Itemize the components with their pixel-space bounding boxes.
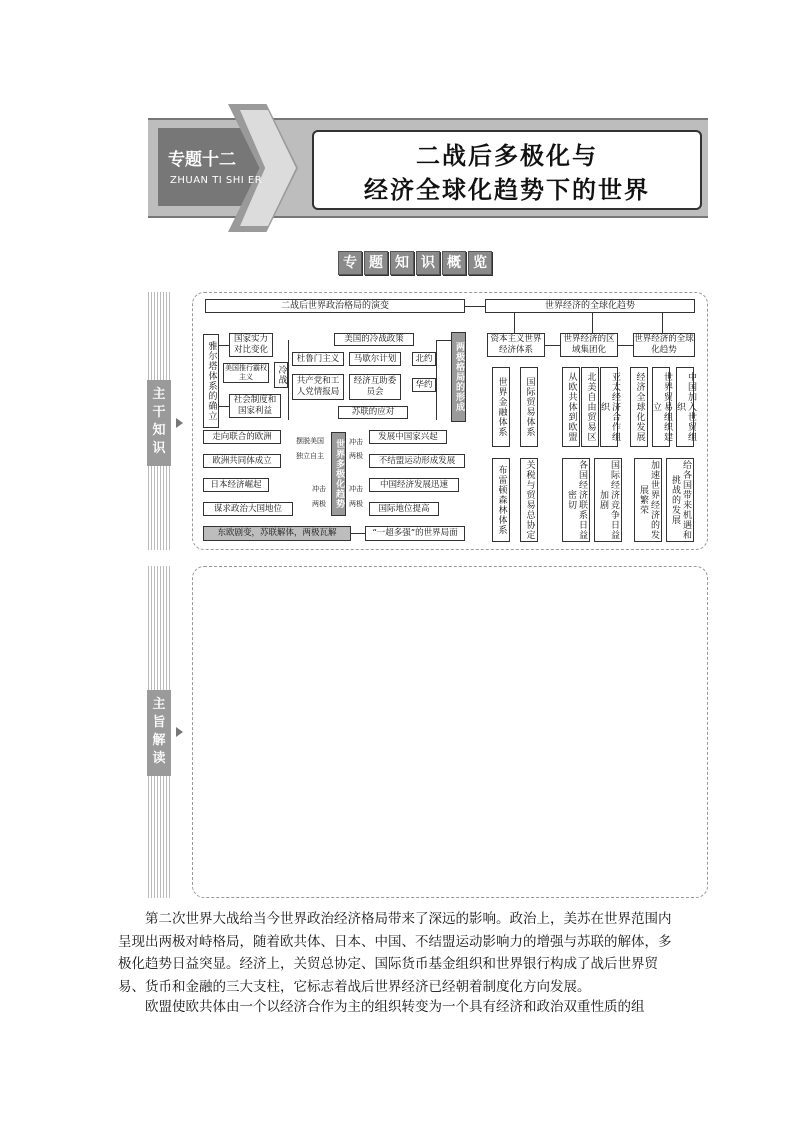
arrow-right-icon <box>176 727 183 737</box>
two-poles-label: 两极 <box>349 500 363 508</box>
soviet-response-box: 苏联的应对 <box>338 406 408 419</box>
japan-rise-box: 日本经济崛起 <box>203 478 269 492</box>
two-poles-label: 两极 <box>312 500 326 508</box>
close-ties-col: 各国经济联系日益密切 <box>562 458 590 542</box>
yalta-box: 雅尔塔体系的确立 <box>203 334 219 428</box>
body-paragraph-1: 第二次世界大战给当今世界政治经济格局带来了深远的影响。政治上，美苏在世界范围内呈现出两极对峙格局，随着欧共体、日本、中国、不结盟运动影响力的增强与苏联的解体，多极化趋势日益突显。经济上，关贸总协定、国际货币基金组织和世界银行构成了战后世界贸易、货币和金融的三大支柱，它标志着战后世界经济已经朝着制度化方向发展。 <box>118 911 672 995</box>
bretton-col: 布雷顿森林体系 <box>492 458 510 542</box>
connector <box>618 345 633 346</box>
overview-tag <box>338 251 492 275</box>
china-wto-col: 中国加入世贸组织 <box>676 367 694 447</box>
page-title-line1: 二战后多极化与 <box>416 142 598 170</box>
non-aligned-box: 不结盟运动形成发展 <box>369 454 465 468</box>
ec-founded-box: 欧洲共同体成立 <box>203 454 281 468</box>
side-label-trunk: 主干知识 <box>147 380 171 466</box>
connector <box>514 313 515 333</box>
independent-label: 独立自主 <box>296 452 324 460</box>
impact-label: 冲击 <box>349 485 363 493</box>
connector <box>545 345 560 346</box>
financial-system-col: 世界金融体系 <box>492 367 510 447</box>
gatt-col: 关税与贸易总协定 <box>520 458 538 542</box>
china-econ-box: 中国经济发展迅速 <box>369 478 459 492</box>
overview-char: 题 <box>364 251 388 275</box>
connector <box>465 306 485 307</box>
break-us-label: 摆脱美国 <box>296 437 324 445</box>
arrow-right-icon <box>176 418 183 428</box>
trade-system-col: 国际贸易体系 <box>520 367 538 447</box>
national-power-box: 国家实力对比变化 <box>229 333 273 357</box>
us-cold-war-policy-box: 美国的冷战政策 <box>334 333 414 346</box>
eu-col: 从欧共体到欧盟 <box>562 367 580 447</box>
impact-label: 冲击 <box>312 485 326 493</box>
globalization-box: 世界经济的全球化趋势 <box>634 334 694 355</box>
connector <box>219 406 229 407</box>
fierce-competition-col: 国际经济竞争日益加剧 <box>594 458 622 542</box>
developing-countries-box: 发展中国家兴起 <box>369 430 447 444</box>
capitalist-system-box: 资本主义世界经济体系 <box>487 333 545 357</box>
wto-col: 世界贸易组织建立 <box>652 367 670 447</box>
connector <box>288 340 289 420</box>
china-status-box: 国际地位提高 <box>369 502 439 516</box>
us-hegemony-box: 美国推行霸权主义 <box>225 364 267 381</box>
marshall-box: 马歇尔计划 <box>349 352 401 366</box>
regional-group-box: 世界经济的区域集团化 <box>560 333 618 357</box>
page-title-line2: 经济全球化趋势下的世界 <box>364 176 650 204</box>
connector <box>592 313 593 333</box>
cominform-box: 共产党和工人党情报局 <box>292 374 344 400</box>
bipolar-formation-box: 两极格局的形成 <box>451 332 466 422</box>
overview-char: 知 <box>390 251 414 275</box>
topic-pinyin: ZHUAN TI SHI ER <box>170 175 263 186</box>
warsaw-box: 华约 <box>412 378 436 392</box>
prosper-col: 加速世界经济的发展繁荣 <box>634 458 662 542</box>
globalize-col: 经济全球化发展 <box>630 367 648 447</box>
overview-char: 览 <box>468 251 492 275</box>
connector <box>436 340 451 341</box>
collapse-box: 东欧剧变，苏联解体，两极瓦解 <box>203 526 351 541</box>
japan-political-box: 谋求政治大国地位 <box>203 502 293 516</box>
side-label-theme: 主旨解读 <box>147 690 171 776</box>
truman-box: 杜鲁门主义 <box>292 352 344 366</box>
overview-char: 识 <box>416 251 440 275</box>
nato-box: 北约 <box>412 352 436 366</box>
nafta-col: 北美自由贸易区 <box>581 367 599 447</box>
connector <box>219 345 229 346</box>
eu-united-box: 走向联合的欧洲 <box>203 430 281 444</box>
right-header: 世界经济的全球化趋势 <box>485 299 695 313</box>
theme-panel <box>192 566 708 898</box>
two-poles-label: 两极 <box>349 452 363 460</box>
connector <box>436 340 437 420</box>
left-header: 二战后世界政治格局的演变 <box>205 299 465 313</box>
impact-label: 冲击 <box>349 438 363 446</box>
superpower-box: “一超多强”的世界局面 <box>365 526 465 541</box>
body-paragraph-2: 欧盟使欧共体由一个以经济合作为主的组织转变为一个具有经济和政治双重性质的组 <box>145 999 645 1015</box>
challenge-col: 给各国带来机遇和挑战的发展 <box>666 458 694 542</box>
social-system-box: 社会制度和国家利益 <box>229 394 281 418</box>
overview-char: 概 <box>442 251 466 275</box>
apec-col: 亚太经济合作组织 <box>600 367 618 447</box>
comecon-box: 经济互助委员会 <box>349 374 401 400</box>
topic-number: 专题十二 <box>168 150 236 170</box>
connector <box>351 533 365 534</box>
overview-char: 专 <box>338 251 362 275</box>
multipolar-trend-box: 世界多极化趋势 <box>331 432 346 516</box>
connector <box>662 313 663 333</box>
cold-war-box: 冷战 <box>274 362 288 388</box>
